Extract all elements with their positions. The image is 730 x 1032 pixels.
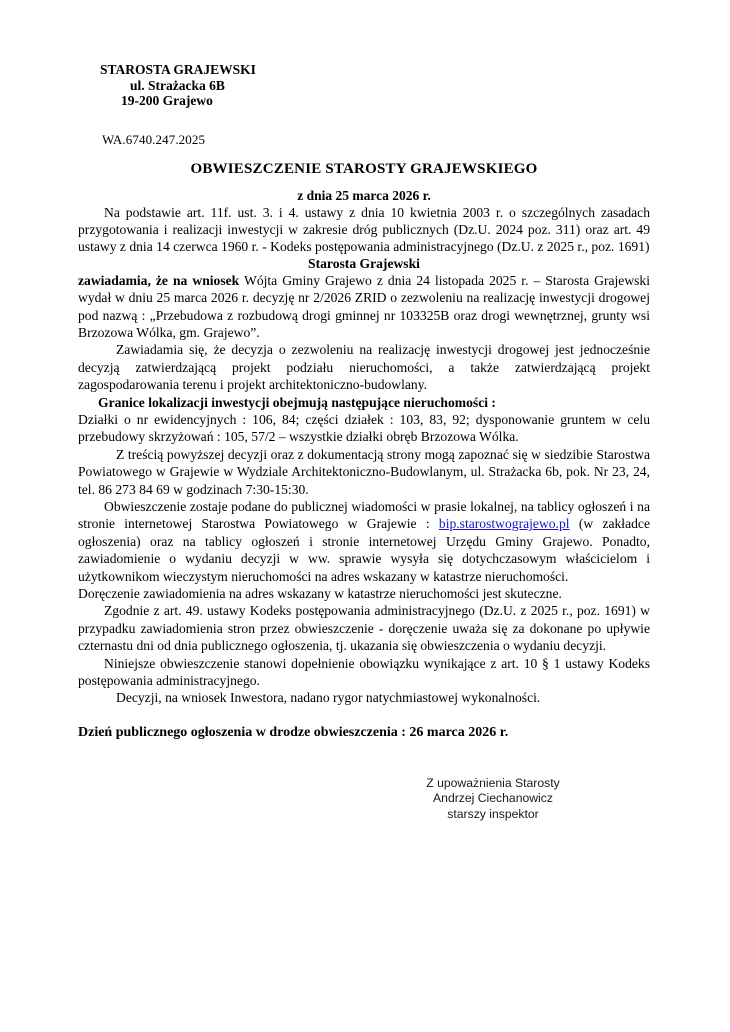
- boundaries-body: Działki o nr ewidencyjnych : 106, 84; części działek : 103, 83, 92; dysponowanie gruntem w celu przebudowy skrzyżowań : 105, 57/2 – wszystkie działki obręb Brzozowa Wólka.: [78, 411, 650, 445]
- paragraph-decision-scope: Zawiadamia się, że decyzja o zezwoleniu na realizację inwestycji drogowej jest jednocześnie decyzją zatwierdzającą projekt podziału nieruchomości, a także zatwierdzającą projekt zagospodarowania terenu i projekt architektoniczno-budowlany.: [78, 342, 650, 393]
- notice-body-text: Wójta Gminy Grajewo z dnia 24 listopada 2025 r. – Starosta Grajewski wydał w dniu 25 marca 2026 r. decyzję nr 2/2026 ZRID o zezwoleniu na realizację inwestycji drogowej pod nazwą : „Przebudowa z rozbudową drogi gminnej nr 103325B oraz drogi wewnętrznej, grunty wsi Brzozowa Wólka, gm. Grajewo”.: [78, 272, 651, 340]
- document-date-subtitle: z dnia 25 marca 2026 r.: [297, 187, 431, 203]
- publication-text-before-link: Obwieszczenie zostaje podane do publicznej wiadomości w prasie lokalnej, na tablicy ogłoszeń i na stronie internetowej Starostwa Powiatowego w Grajewie :: [78, 499, 650, 532]
- document-content: [78, 62, 650, 822]
- signature-authorization: Z upoważnienia Starosty: [426, 775, 560, 790]
- reference-number: WA.6740.247.2025: [102, 131, 206, 147]
- paragraph-immediate-enforceability: Decyzji, na wniosek Inwestora, nadano rygor natychmiastowej wykonalności.: [116, 690, 541, 706]
- letterhead-street: ul. Strażacka 6B: [130, 77, 225, 93]
- signature-name: Andrzej Ciechanowicz: [433, 791, 553, 806]
- paragraph-art49: Zgodnie z art. 49. ustawy Kodeks postępowania administracyjnego (Dz.U. z 2025 r., poz. 1691) w przypadku zawiadomienia stron przez obwieszczenie - doręczenie uważa się za dokonane po upływie czternastu dni od dnia publicznego ogłoszenia, tj. ukazania się obwieszczenia o wydaniu decyzji.: [78, 603, 650, 654]
- paragraph-art10: Niniejsze obwieszczenie stanowi dopełnienie obowiązku wynikające z art. 10 § 1 ustawy Kodeks postępowania administracyjnego.: [78, 655, 650, 689]
- paragraph-notice: [78, 272, 650, 342]
- letterhead-office: STAROSTA GRAJEWSKI: [100, 62, 256, 77]
- publication-day-statement: Dzień publicznego ogłoszenia w drodze obwieszczenia : 26 marca 2026 r.: [78, 724, 509, 740]
- bip-website-link[interactable]: bip.starostwograjewo.pl: [438, 516, 570, 532]
- paragraph-publication: [78, 498, 650, 585]
- signature-block: [368, 776, 618, 823]
- notice-lead-phrase: zawiadamia, że na wniosek: [78, 272, 240, 288]
- page-title: OBWIESZCZENIE STAROSTY GRAJEWSKIEGO: [190, 160, 538, 177]
- paragraph-inspection-info: Z treścią powyższej decyzji oraz z dokumentacją strony mogą zapoznać się w siedzibie Starostwa Powiatowego w Grajewie w Wydziale Architektoniczno-Budowlanym, ul. Strażacka 6b, pok. Nr 23, 24, tel. 86 273 84 69 w godzinach 7:30-15:30.: [78, 446, 650, 497]
- signature-position: starszy inspektor: [447, 806, 539, 821]
- boundaries-heading: Granice lokalizacji inwestycji obejmują następujące nieruchomości :: [98, 394, 496, 410]
- paragraph-legal-basis: Na podstawie art. 11f. ust. 3. i 4. ustawy z dnia 10 kwietnia 2003 r. o szczególnych zasadach przygotowania i realizacji inwestycji w zakresie dróg publicznych (Dz.U. 2024 poz. 311) oraz art. 49 ustawy z dnia 14 czerwca 1960 r. - Kodeks postępowania administracyjnego (Dz.U. z 2025 r., poz. 1691): [78, 204, 650, 255]
- letterhead-city: 19-200 Grajewo: [121, 93, 213, 108]
- authority-heading: Starosta Grajewski: [308, 255, 420, 271]
- letterhead: [78, 62, 650, 109]
- publication-text-after-link: (w zakładce ogłoszenia) oraz na tablicy ogłoszeń i stronie internetowej Urzędu Gminy Grajewo. Ponadto, zawiadomienie o wydaniu decyzji w ww. sprawie wysyła się dotychczasowym właścicielom i użytkownikom wieczystym nieruchomości na adres wskazany w katastrze nieruchomości.: [78, 516, 650, 584]
- paragraph-delivery-effective: Doręczenie zawiadomienia na adres wskazany w katastrze nieruchomości jest skuteczne.: [78, 586, 562, 602]
